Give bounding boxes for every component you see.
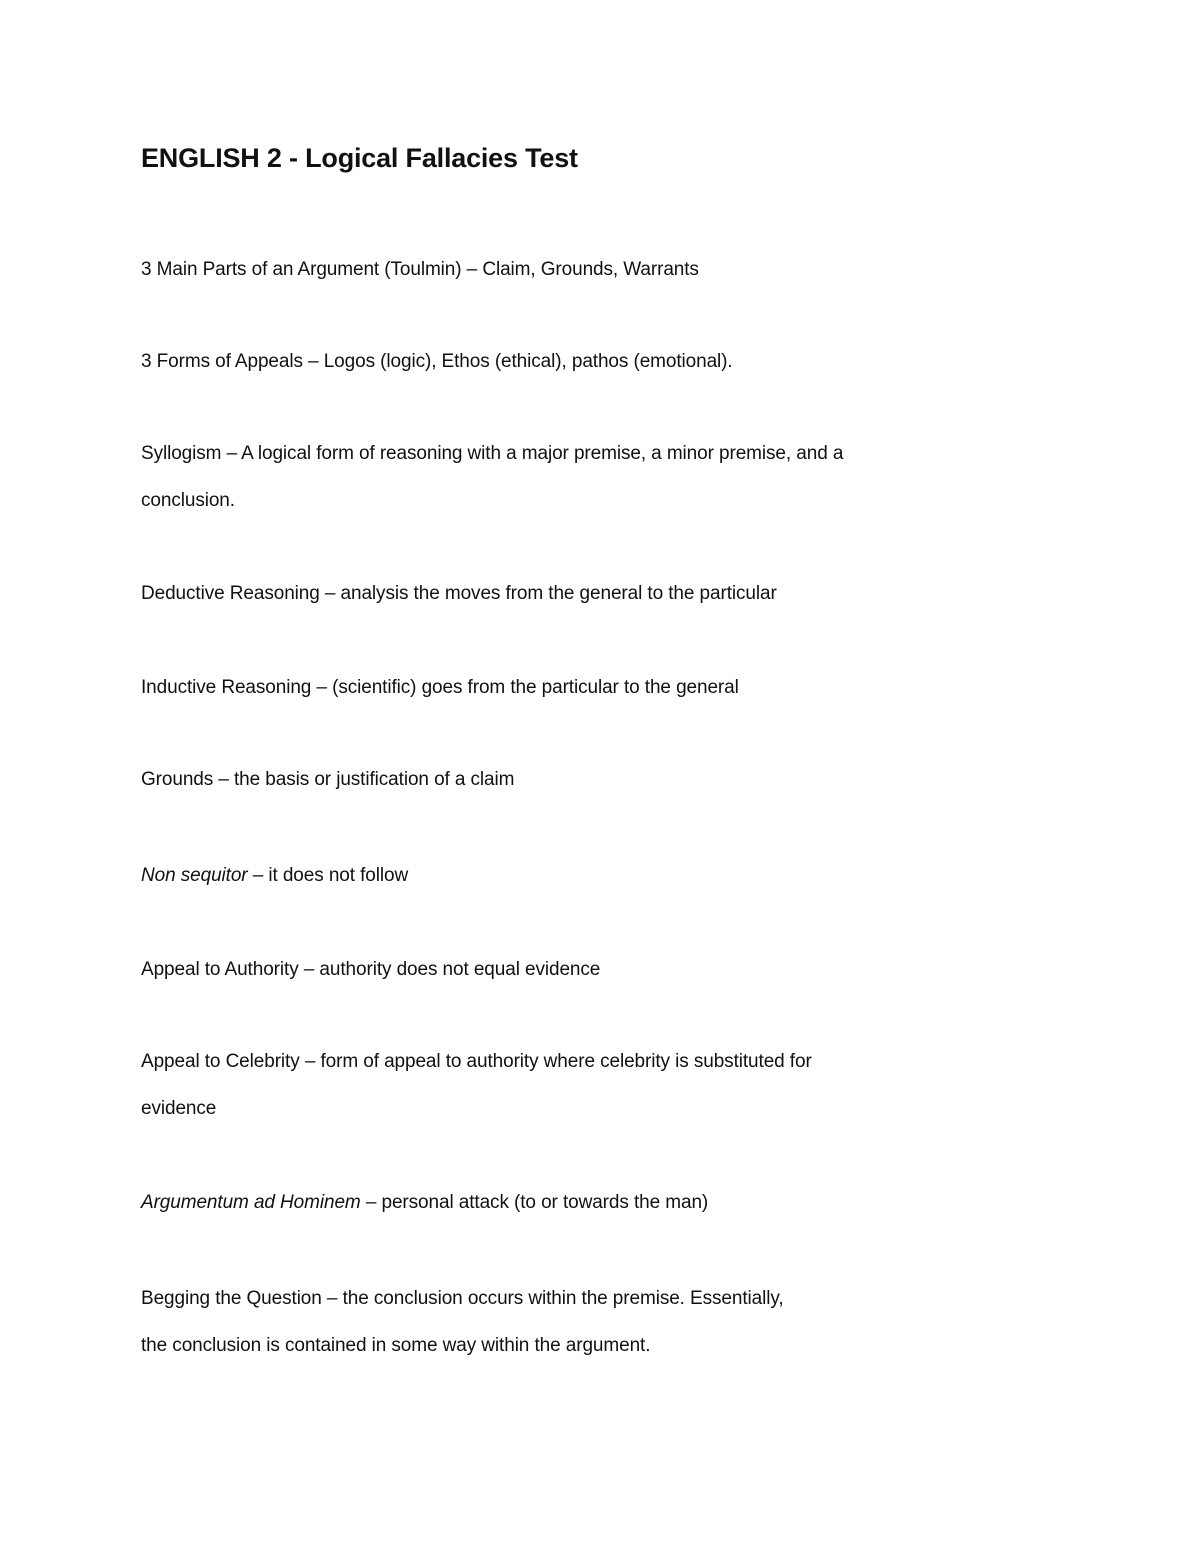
entry-line: Syllogism – A logical form of reasoning with a major premise, a minor premise, and a bbox=[141, 443, 844, 464]
entry-line: the conclusion is contained in some way within the argument. bbox=[141, 1335, 651, 1356]
entry-begging-the-question bbox=[141, 1275, 981, 1369]
entry-line: 3 Forms of Appeals – Logos (logic), Ethos (ethical), pathos (emotional). bbox=[141, 351, 733, 372]
entry-line: Inductive Reasoning – (scientific) goes from the particular to the general bbox=[141, 677, 739, 698]
entry-term-italic: Argumentum ad Hominem bbox=[141, 1192, 361, 1213]
entry-line bbox=[141, 852, 981, 899]
entry-term-italic: Non sequitor bbox=[141, 865, 248, 886]
entry-grounds bbox=[141, 756, 981, 803]
entry-line: Begging the Question – the conclusion occurs within the premise. Essentially, bbox=[141, 1288, 784, 1309]
entry-line: Grounds – the basis or justification of a claim bbox=[141, 769, 515, 790]
entry-line: Appeal to Celebrity – form of appeal to authority where celebrity is substituted for bbox=[141, 1051, 812, 1072]
document-title: ENGLISH 2 - Logical Fallacies Test bbox=[141, 143, 578, 173]
entry-line bbox=[141, 1179, 981, 1226]
entry-inductive-reasoning bbox=[141, 664, 981, 711]
entry-line: Appeal to Authority – authority does not equal evidence bbox=[141, 959, 601, 980]
entry-non-sequitor bbox=[141, 852, 981, 899]
entry-ad-hominem bbox=[141, 1179, 981, 1226]
entry-line: evidence bbox=[141, 1098, 217, 1119]
entry-syllogism bbox=[141, 430, 981, 524]
entry-appeal-to-authority bbox=[141, 946, 981, 993]
entry-argument-parts bbox=[141, 246, 981, 293]
entry-line: conclusion. bbox=[141, 490, 235, 511]
entry-line: 3 Main Parts of an Argument (Toulmin) – Claim, Grounds, Warrants bbox=[141, 259, 699, 280]
entry-definition: – it does not follow bbox=[247, 865, 409, 886]
entry-definition: – personal attack (to or towards the man) bbox=[360, 1192, 709, 1213]
entry-appeal-to-celebrity bbox=[141, 1038, 981, 1132]
entry-forms-of-appeals bbox=[141, 338, 981, 385]
entry-deductive-reasoning bbox=[141, 570, 981, 617]
entry-line: Deductive Reasoning – analysis the moves from the general to the particular bbox=[141, 583, 777, 604]
